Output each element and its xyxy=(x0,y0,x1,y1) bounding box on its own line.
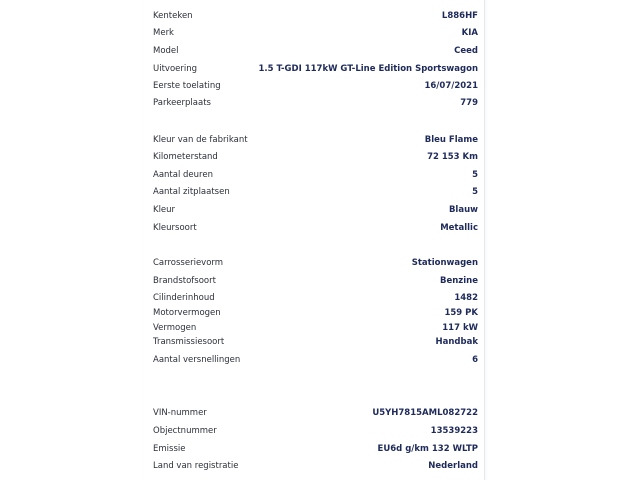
spec-label: Model xyxy=(153,46,179,56)
spec-row-kleur xyxy=(153,202,478,218)
spec-label: Land van registratie xyxy=(153,461,239,471)
spec-label: Merk xyxy=(153,28,174,38)
spec-row-carrosserievorm xyxy=(153,255,478,271)
spec-label: Kleur xyxy=(153,205,176,215)
spec-label: Aantal deuren xyxy=(153,170,213,180)
spec-label: Kilometerstand xyxy=(153,152,218,162)
spec-value: 13539223 xyxy=(430,426,478,436)
spec-value: 5 xyxy=(472,170,478,180)
spec-row-kenteken xyxy=(153,8,478,24)
spec-row-vin-nummer xyxy=(153,405,478,421)
spec-row-cilinderinhoud xyxy=(153,290,478,306)
spec-value: Ceed xyxy=(454,46,478,56)
spec-label: Transmissiesoort xyxy=(153,337,225,347)
spec-value: Metallic xyxy=(440,223,478,233)
vehicle-specs-panel xyxy=(144,0,485,480)
spec-value: Stationwagen xyxy=(411,258,478,268)
spec-label: Uitvoering xyxy=(153,64,198,74)
spec-label: VIN-nummer xyxy=(153,408,207,418)
spec-row-parkeerplaats xyxy=(153,95,478,111)
spec-label: Carrosserievorm xyxy=(153,258,224,268)
spec-label: Aantal zitplaatsen xyxy=(153,187,230,197)
spec-value: L886HF xyxy=(441,11,478,21)
spec-value: U5YH7815AML082722 xyxy=(372,408,478,418)
spec-row-brandstofsoort xyxy=(153,273,478,289)
spec-row-land-van-registratie xyxy=(153,458,478,474)
spec-value: 159 PK xyxy=(444,308,478,318)
spec-row-uitvoering xyxy=(153,61,478,77)
spec-label: Eerste toelating xyxy=(153,81,221,91)
spec-value: 117 kW xyxy=(442,323,478,333)
spec-row-aantal-deuren xyxy=(153,167,478,183)
spec-label: Kenteken xyxy=(153,11,193,21)
spec-value: 5 xyxy=(472,187,478,197)
spec-row-kilometerstand xyxy=(153,149,478,165)
spec-label: Brandstofsoort xyxy=(153,276,216,286)
spec-value: EU6d g/km 132 WLTP xyxy=(377,444,478,454)
spec-row-aantal-versnellingen xyxy=(153,352,478,368)
spec-row-aantal-zitplaatsen xyxy=(153,184,478,200)
spec-label: Parkeerplaats xyxy=(153,98,211,108)
spec-value: 16/07/2021 xyxy=(424,81,478,91)
spec-row-emissie xyxy=(153,441,478,457)
spec-label: Kleursoort xyxy=(153,223,197,233)
spec-label: Motorvermogen xyxy=(153,308,221,318)
spec-row-kleur-fabrikant xyxy=(153,132,478,148)
spec-row-model xyxy=(153,43,478,59)
spec-label: Vermogen xyxy=(153,323,197,333)
spec-row-objectnummer xyxy=(153,423,478,439)
spec-value: Blauw xyxy=(448,205,478,215)
spec-value: 779 xyxy=(460,98,478,108)
spec-value: Nederland xyxy=(428,461,478,471)
spec-value: 72 153 Km xyxy=(427,152,478,162)
spec-row-eerste-toelating xyxy=(153,78,478,94)
spec-value: 1.5 T-GDI 117kW GT-Line Edition Sportswagon xyxy=(258,64,478,74)
spec-label: Aantal versnellingen xyxy=(153,355,241,365)
spec-value: Benzine xyxy=(440,276,478,286)
spec-value: 6 xyxy=(472,355,478,365)
spec-value: Handbak xyxy=(435,337,478,347)
spec-row-merk xyxy=(153,25,478,41)
spec-label: Kleur van de fabrikant xyxy=(153,135,248,145)
spec-value: KIA xyxy=(461,28,478,38)
spec-row-motorvermogen xyxy=(153,305,478,321)
spec-label: Objectnummer xyxy=(153,426,217,436)
spec-row-transmissiesoort xyxy=(153,334,478,350)
spec-label: Cilinderinhoud xyxy=(153,293,215,303)
spec-value: 1482 xyxy=(454,293,478,303)
spec-row-kleursoort xyxy=(153,220,478,236)
spec-label: Emissie xyxy=(153,444,186,454)
spec-value: Bleu Flame xyxy=(424,135,478,145)
